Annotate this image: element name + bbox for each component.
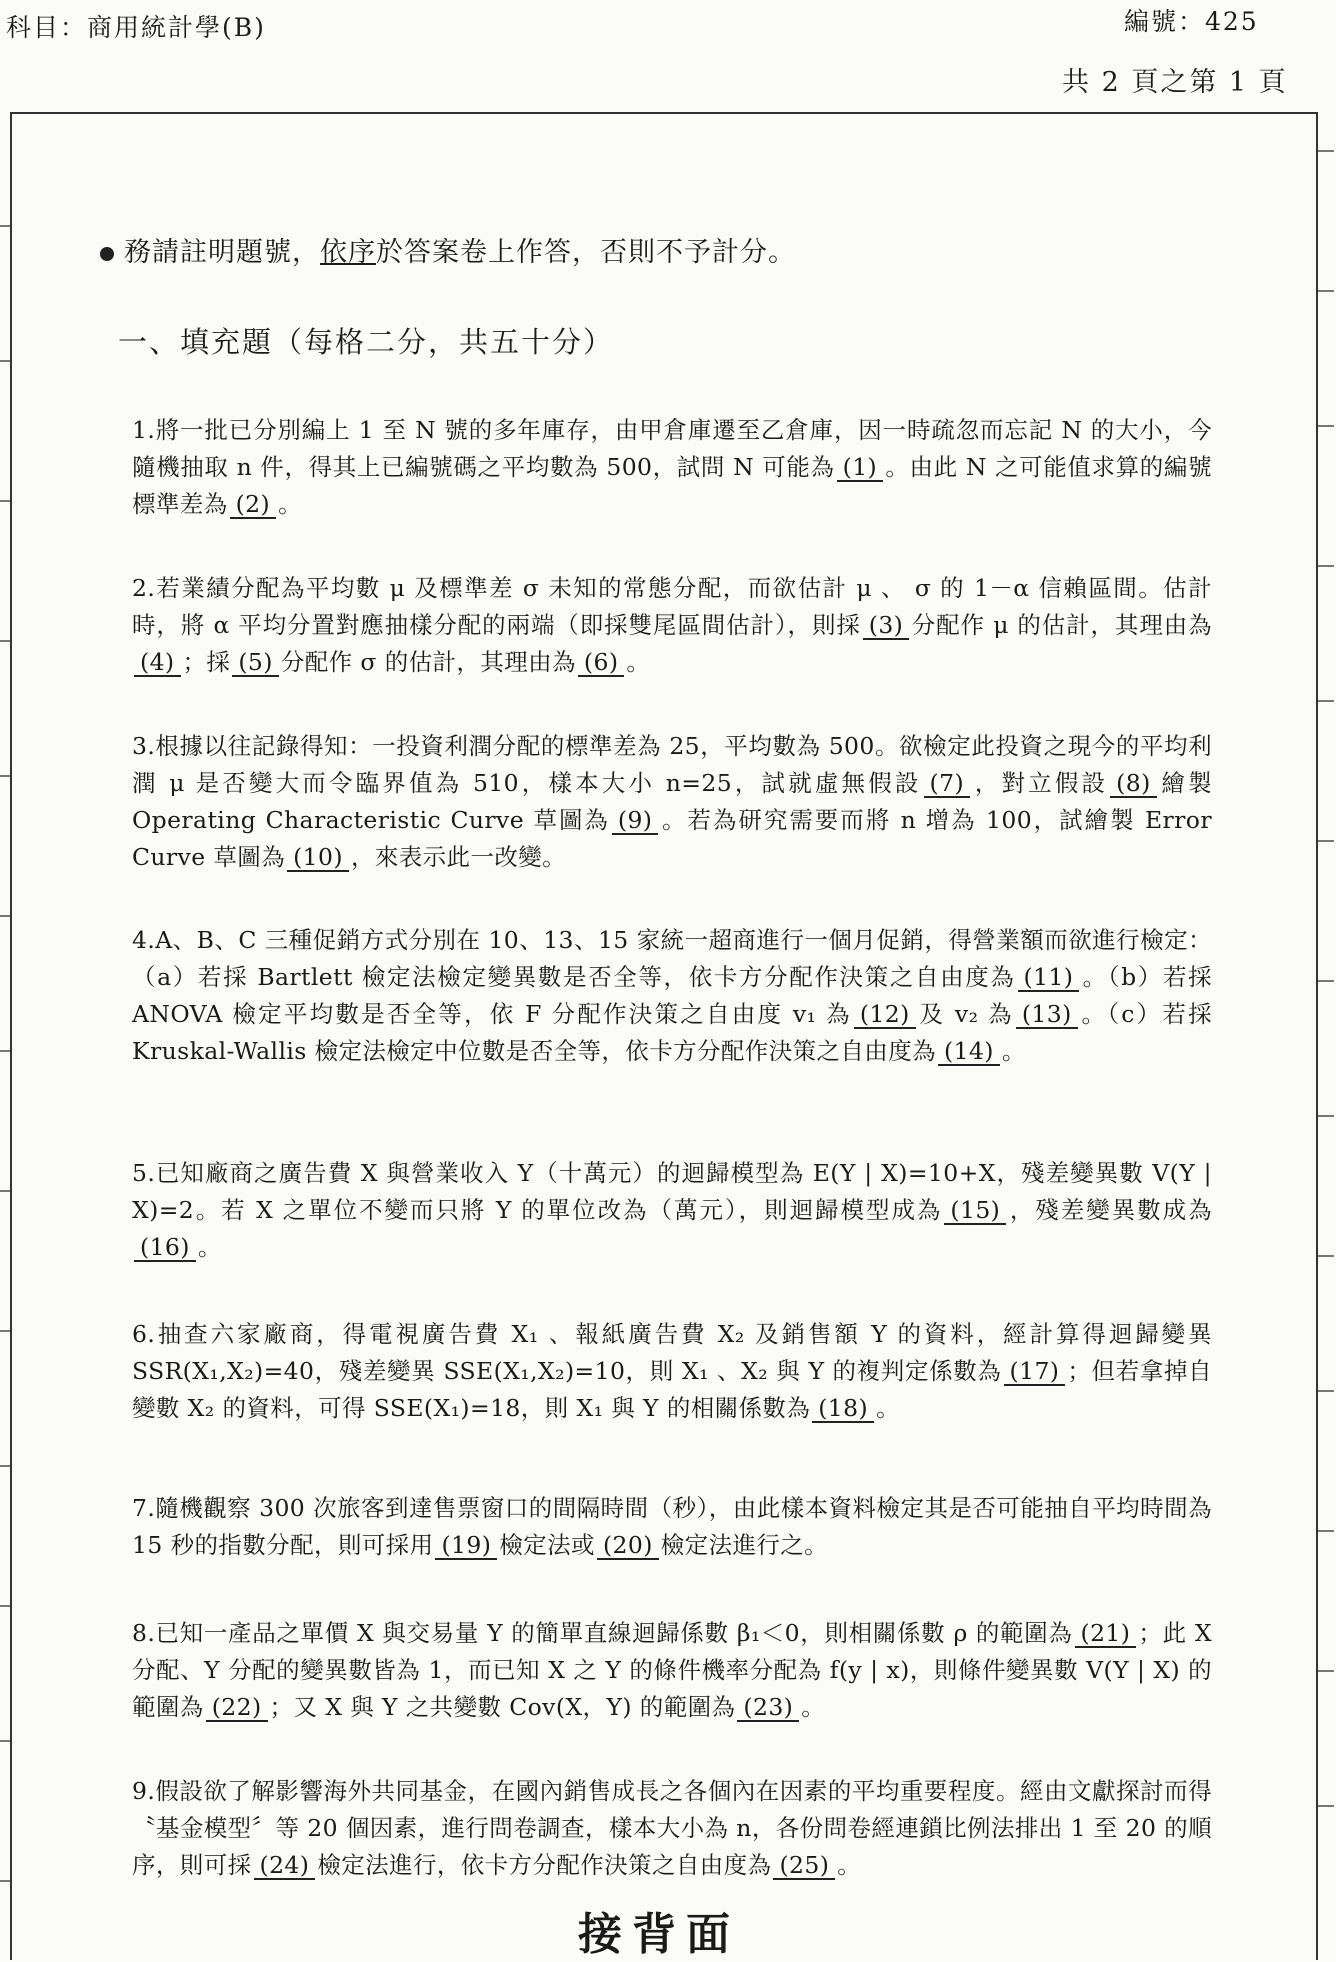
answer-blank: (10) <box>287 844 349 872</box>
question-text <box>132 922 1212 1070</box>
question-6 <box>132 1316 1212 1427</box>
question-text <box>132 728 1212 876</box>
question-text-segment: 分配作 σ 的估計，其理由為 <box>280 648 576 676</box>
question-text-segment: 。 <box>801 1693 826 1721</box>
answer-blank: (1) <box>837 454 884 482</box>
question-4 <box>132 922 1212 1070</box>
question-text-segment: ，殘差變異數成為 <box>1008 1196 1212 1224</box>
question-text-segment: 分配作 μ 的估計，其理由為 <box>911 611 1213 639</box>
question-5 <box>132 1155 1212 1266</box>
question-text-segment: 。 <box>876 1394 900 1422</box>
answer-blank: (11) <box>1018 964 1080 992</box>
question-text-segment: 及 v₂ 為 <box>917 1000 1014 1028</box>
question-text-segment: 。 <box>837 1851 862 1879</box>
margin-tick <box>1318 840 1334 842</box>
answer-blank: (16) <box>134 1234 196 1262</box>
section-title: 一、填充題（每格二分，共五十分） <box>118 325 615 359</box>
answer-blank: (21) <box>1075 1620 1137 1648</box>
margin-tick <box>1318 1805 1334 1807</box>
question-text-segment: ，來表示此一改變。 <box>350 843 567 871</box>
margin-tick <box>0 775 10 777</box>
question-text-segment: ；採 <box>182 648 231 676</box>
question-9 <box>132 1773 1212 1884</box>
question-text-segment: ；又 X 與 Y 之共變數 Cov(X，Y) 的範圍為 <box>269 1693 736 1721</box>
answer-blank: (18) <box>812 1395 874 1423</box>
answer-blank: (17) <box>1004 1358 1066 1386</box>
question-text-segment: 檢定法進行，依卡方分配作決策之自由度為 <box>317 1851 772 1879</box>
question-text-segment: 8.已知一產品之單價 X 與交易量 Y 的簡單直線迴歸係數 β₁＜0，則相關係數 ρ 的範圍為 <box>132 1619 1073 1647</box>
question-text-segment: 。（b）若採 ANOVA 檢定平均數是否全等，依 F 分配作決策之自由度 v₁ 為 <box>132 963 1212 1028</box>
question-text-segment: 7.隨機觀察 300 次旅客到達售票窗口的間隔時間（秒），由此樣本資料檢定其是否可能抽自平均時間為 15 秒的指數分配，則可採用 <box>132 1494 1212 1559</box>
margin-tick <box>0 225 10 227</box>
answer-blank: (14) <box>938 1038 1000 1066</box>
margin-tick <box>1318 700 1334 702</box>
question-text <box>132 412 1212 523</box>
answer-blank: (6) <box>578 649 625 677</box>
answer-blank: (23) <box>737 1694 799 1722</box>
question-text-segment: 3.根據以往記錄得知：一投資利潤分配的標準差為 25，平均數為 500。欲檢定此投資之現今的平均利潤 μ 是否變大而令臨界值為 510，樣本大小 n=25，試就虛無假設 <box>132 732 1212 797</box>
margin-tick <box>1318 1530 1334 1532</box>
question-text-segment: ；但若拿掉自變數 X₂ 的資料，可得 SSE(X₁)=18，則 X₁ 與 Y 的相關係數為 <box>132 1357 1212 1422</box>
margin-tick <box>0 500 10 502</box>
answer-blank: (12) <box>854 1001 916 1029</box>
answer-blank: (13) <box>1016 1001 1078 1029</box>
question-text-segment: ；此 X 分配、Y 分配的變異數皆為 1，而已知 X 之 Y 的條件機率分配為 f(y | x)，則條件變異數 V(Y | X) 的範圍為 <box>132 1619 1212 1721</box>
question-7 <box>132 1490 1212 1564</box>
question-text <box>132 1155 1212 1266</box>
question-text-segment: 6.抽查六家廠商，得電視廣告費 X₁ 、報紙廣告費 X₂ 及銷售額 Y 的資料，經計算得迴歸變異 SSR(X₁,X₂)=40，殘差變異 SSE(X₁,X₂)=10，則 X₁ 、X₂ 與 Y 的複判定係數為 <box>132 1320 1212 1385</box>
margin-tick <box>0 1330 10 1332</box>
margin-tick <box>1318 425 1334 427</box>
question-3 <box>132 728 1212 876</box>
margin-tick <box>1318 980 1334 982</box>
question-text <box>132 570 1212 681</box>
margin-tick <box>0 640 10 642</box>
instruction-underlined: 依序 <box>320 237 376 268</box>
question-text <box>132 1316 1212 1427</box>
question-text-segment: 。 <box>626 648 651 676</box>
answer-blank: (5) <box>232 649 279 677</box>
question-text-segment: 5.已知廠商之廣告費 X 與營業收入 Y（十萬元）的迴歸模型為 E(Y | X)=10+X，殘差變異數 V(Y | X)=2。若 X 之單位不變而只將 Y 的單位改為（萬元），則迴歸模型成為 <box>132 1159 1212 1224</box>
question-text-segment: 1.將一批已分別編上 1 至 N 號的多年庫存，由甲倉庫遷至乙倉庫，因一時疏忽而忘記 N 的大小，今隨機抽取 n 件，得其上已編號碼之平均數為 500，試問 N 可能為 <box>132 416 1212 481</box>
margin-tick <box>0 1050 10 1052</box>
margin-tick <box>1318 1670 1334 1672</box>
margin-tick <box>1318 565 1334 567</box>
question-text <box>132 1615 1212 1726</box>
margin-tick <box>1318 290 1334 292</box>
answer-blank: (19) <box>435 1532 497 1560</box>
subject-label: 科目：商用統計學(B) <box>6 13 266 42</box>
page-indicator: 共 2 頁之第 1 頁 <box>1062 67 1288 98</box>
answer-blank: (7) <box>924 770 971 798</box>
answer-blank: (15) <box>944 1197 1006 1225</box>
answer-blank: (8) <box>1110 770 1157 798</box>
question-text-segment: ，對立假設 <box>972 769 1109 797</box>
question-text-segment: 。 <box>197 1233 222 1261</box>
margin-tick <box>0 1190 10 1192</box>
answer-blank: (4) <box>134 649 181 677</box>
answer-blank: (22) <box>206 1694 268 1722</box>
answer-blank: (9) <box>612 807 659 835</box>
question-text-segment: 9.假設欲了解影響海外共同基金，在國內銷售成長之各個內在因素的平均重要程度。經由文獻探討而得〝基金模型〞等 20 個因素，進行問卷調查，樣本大小為 n，各份問卷經連鎖比例法排出 1 至 20 的順序，則可採 <box>132 1777 1212 1879</box>
margin-tick <box>1318 150 1334 152</box>
margin-tick <box>0 915 10 917</box>
question-text <box>132 1773 1212 1884</box>
instruction-pre: 務請註明題號， <box>124 237 320 268</box>
question-text <box>132 1490 1212 1564</box>
answer-blank: (20) <box>597 1532 659 1560</box>
answer-blank: (3) <box>863 612 910 640</box>
continue-on-back: 接背面 <box>578 1909 740 1960</box>
margin-tick <box>1318 1255 1334 1257</box>
margin-tick <box>0 1605 10 1607</box>
question-text-segment: 繪製 Operating Characteristic Curve 草圖為 <box>132 769 1213 834</box>
bullet-icon <box>100 247 114 261</box>
margin-tick <box>1318 1115 1334 1117</box>
question-text-segment: 。 <box>1001 1037 1026 1065</box>
question-text-segment: 。若為研究需要而將 n 增為 100，試繪製 Error Curve 草圖為 <box>132 806 1212 871</box>
answer-blank: (2) <box>230 491 277 519</box>
question-text-segment: 4.A、B、C 三種促銷方式分別在 10、13、15 家統一超商進行一個月促銷，得營業額而欲進行檢定：（a）若採 Bartlett 檢定法檢定變異數是否全等，依卡方分配作決策之自由度為 <box>132 926 1212 991</box>
margin-tick <box>0 1465 10 1467</box>
margin-tick <box>0 1880 10 1882</box>
answer-blank: (25) <box>773 1852 835 1880</box>
question-text-segment: 2.若業績分配為平均數 μ 及標準差 σ 未知的常態分配，而欲估計 μ 、 σ 的 1－α 信賴區間。估計時，將 α 平均分置對應抽樣分配的兩端（即採雙尾區間估計），則採 <box>132 574 1212 639</box>
margin-tick <box>0 360 10 362</box>
exam-code: 編號：425 <box>1124 7 1259 36</box>
instruction-post: 於答案卷上作答，否則不予計分。 <box>376 237 796 268</box>
question-text-segment: 檢定法或 <box>499 1531 595 1559</box>
question-text-segment: 。（c）若採 Kruskal-Wallis 檢定法檢定中位數是否全等，依卡方分配作決策之自由度為 <box>132 1000 1213 1065</box>
margin-tick <box>0 1740 10 1742</box>
margin-tick <box>1318 1390 1334 1392</box>
question-8 <box>132 1615 1212 1726</box>
instruction-line <box>100 230 796 269</box>
question-text-segment: 。由此 N 之可能值求算的編號標準差為 <box>132 453 1212 518</box>
answer-blank: (24) <box>254 1852 316 1880</box>
question-text-segment: 。 <box>278 490 303 518</box>
question-2 <box>132 570 1212 681</box>
question-text-segment: 檢定法進行之。 <box>660 1531 829 1559</box>
question-1 <box>132 412 1212 523</box>
